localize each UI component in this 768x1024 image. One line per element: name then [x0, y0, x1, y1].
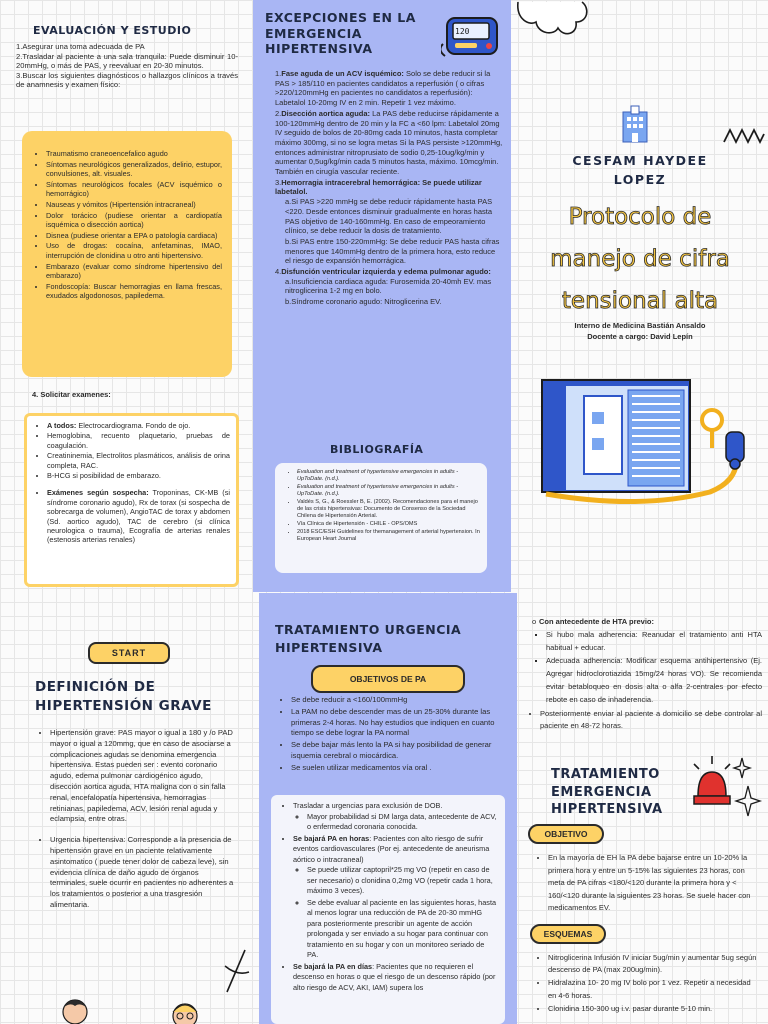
bibliografia-box: [275, 463, 487, 573]
panel-evaluacion: [0, 0, 252, 612]
objetivo-label: OBJETIVO: [528, 824, 604, 844]
objetivos-label: OBJETIVOS DE PA: [311, 665, 465, 693]
panel-urgencia: [259, 593, 517, 1024]
definicion-item: • Urgencia hipertensiva: Corresponde a la presencia de hipertensión grave en un paciente relativamente asintomatico ( puede tener dolor de cabeza leve), sin evidencia clínica de daño agudo de órganos terminales, suele ocurrir en pacientes no adherentes a los tratamientos o posterior a una trasgresión alimentaria.: [50, 835, 234, 911]
emergencia-title: TRATAMIENTO EMERGENCIA HIPERTENSIVA: [551, 767, 663, 817]
exams-box: [24, 413, 239, 587]
authors: [512, 320, 768, 342]
character-avatar: [168, 998, 202, 1024]
exam-item: • B-HCG si posibilidad de embarazo.: [47, 471, 230, 480]
exam-item: • A todos: Electrocardiograma. Fondo de ojo.: [47, 421, 230, 430]
step-item: 2.Trasladar al paciente a una sala tranquila: Puede disminuir 10-20mmHg, o más de PAS, y reevaluar en 20-30 minutos.: [16, 51, 238, 70]
bib-item: • Vía Clínica de Hipertensión - CHILE - OPS/OMS: [297, 521, 481, 528]
excepcion-subitem: b.Síndrome coronario agudo: Nitroglicerina EV.: [285, 297, 442, 307]
exam-item: • Creatininemia, Electrolitos plasmáticos, análisis de orina completa, RAC.: [47, 451, 230, 470]
objetivos-list: [275, 695, 505, 775]
manejo-item: • Trasladar a urgencias para exclusión de DOB. ◦ Mayor probabilidad si DM larga data, antecedente de ACV, o enfermedad coronaria conocida.: [293, 801, 497, 833]
evaluacion-steps: [16, 42, 238, 90]
evaluacion-title: EVALUACIÓN Y ESTUDIO: [33, 24, 192, 37]
bp-monitor-icon: [441, 14, 501, 58]
svg-text:120: 120: [455, 27, 470, 36]
excepcion-item: 4.Disfunción ventricular izquierda y edema pulmonar agudo: a.Insuficiencia cardiaca aguda: Furosemida 20-40mh EV. mas nitroglicerina 1-2 mg en bolo. b.Síndrome coronario agudo: Nitroglicerina EV.: [275, 267, 503, 307]
manejo-item: • Se bajará la PA en días: Pacientes que no requieren el descenso en horas o que el riesgo de un descenso rápido (por alto riesgo de ACV, AKI, IAM) supera los: [293, 962, 497, 994]
excepcion-item: 2.Disección aortica aguda: La PAS debe reducirse rápidamente a 100-120mmHg dentro de 20 min y la FC a <60 lpm: Labetalol 20mg IV seguido de bolos de 20-80mg cada 10 minutos, hasta completar máximo 300mg, si no se logra metas Si la PAS persiste >120mmHg, entonces administrar nitroprusiato de sodio 0,25-10ug/kg/min y aumentar 0,5ug/kg/min cada 5 minutos hasta, máximo. 10mcg/min. También en cirugía vascular reciente.: [275, 108, 503, 177]
hallazgo-item: • Traumatismo craneoencefalico agudo: [46, 149, 222, 159]
esquema-item: • Clonidina 150-300 ug i.v. pasar durante 5-10 min.: [548, 1003, 758, 1015]
bib-item: • Evaluation and treatment of hypertensive emergencies in adults - UpToDate. (n.d.).: [297, 469, 481, 483]
hallazgo-item: • Disnea (pudiese orientar a EPA o patología cardiaca): [46, 231, 222, 241]
antecedente-subitem: ▪ Adecuada adherencia: Modificar esquema antihipertensivo (Ej. Agregar hidroclorotiazida 15mg/24 horas VO). Se recomienda evitar betabloqueo en dosis alta o alfa 2-centrales por efecto rebote en caso de inhaderencia.: [546, 655, 762, 706]
hospital-icon: [620, 104, 650, 144]
excepciones-list: [267, 69, 503, 308]
excepciones-title: EXCEPCIONES EN LA EMERGENCIA HIPERTENSIVA: [265, 10, 416, 56]
manejo-subitem: ◦ Mayor probabilidad si DM larga data, antecedente de ACV, o enfermedad coronaria conocida.: [307, 812, 497, 833]
manejo-item: • Se bajará PA en horas: Pacientes con alto riesgo de sufrir eventos cardiovasculares (Por ej. antecedente de aneurisma aórtico o intracraneal) ◦ Se puede utilizar captopril*25 mg VO (repetir en caso de ser necesario) o clonidina 0,2mg VO (repetir cada 1 hora, máximo 3 veces). ◦ Se debe evaluar al paciente en las siguientes horas, hasta al menos lograr una reducción de PA de 20-30 mmHG para posteriormente prescribir un agente de acción prolongada y ser enviado a su hogar para continuar con tratamiento en su hogar y con un monitoreo seriado de PA.: [293, 834, 497, 961]
definicion-list: [34, 728, 234, 921]
excepcion-item: 1.Fase aguda de un ACV isquémico: Solo se debe reducir si la PAS > 185/110 en pacientes candidatos a reperfusión ( o cifras >220/120mmHg en pacientes no candidatos a reperfusión): Labetalol 10-20mg IV en 2 min. Repetir 1 vez máximo.: [275, 69, 491, 108]
esquema-item: • Hidralazina 10- 20 mg IV bolo por 1 vez. Repetir a necesidad en 4-6 horas.: [548, 977, 758, 1001]
panel-emergencia: [518, 612, 768, 1024]
objetivo-item: • En la mayoría de EH la PA debe bajarse entre un 10-20% la primera hora y entre un 5-15% las siguientes 23 horas, con meta de PA cifras <180/<120 durante la primera hora y < 160/<120 durante la siguientes 23 horas. Se suele hacer con medicamentos EV.: [548, 852, 758, 915]
hallazgos-box: [22, 131, 232, 377]
definicion-item: • Hipertensión grave: PAS mayor o igual a 180 y /o PAD mayor o igual a 120mmg, que en caso de asociarse a complicaciones agudas se denomina emergencia hipertensiva. Estas pueden ser : evento coronario agudo, edema pulmonar cardiogénico agudo, disección aortica aguda, HTA maligna con o sin falla renal, encefalopatía hipertensiva, hemorragias retinianas, papiledema, ACV, lesión renal aguda y eclampsia, entre otras.: [50, 728, 234, 825]
urgencia-title: TRATAMIENTO URGENCIA HIPERTENSIVA: [275, 622, 462, 655]
hallazgo-item: • Síntomas neurológicos generalizados, delirio, estupor, convulsiones, alt. visuales.: [46, 160, 222, 179]
bib-item: • Valdés S, G., & Roessler B, E. (2002). Recomendaciones para el manejo de las crisis hipertensivas: Documento de Consenso de la Sociedad Chilena de Hipertensión Arterial.: [297, 499, 481, 520]
esquema-item: • Nitroglicerina Infusión IV iniciar 5ug/min y aumentar 5ug según descenso de PA (max 200ug/min).: [548, 952, 758, 976]
definicion-title: DEFINICIÓN DE HIPERTENSIÓN GRAVE: [35, 679, 212, 714]
step-item: 3.Buscar los siguientes diagnósticos o hallazgos clínicos a través de anamnesis y examen físico:: [16, 70, 238, 89]
objetivo-item: • La PAM no debe descender mas de un 25-30% durante las primeras 2-4 horas. No hay estudios que indiquen en cuanto tiempo se debe lograr la PA normal: [291, 707, 505, 739]
excepcion-subitem: a.Si PAS >220 mmHg se debe reducir rápidamente hasta PAS <220. Desde entonces disminuir gradualmente en horas hasta PAS objetivo de 140-160mmHg. En caso de empeoramiento clínico, se debe reducir la dosis de tratamiento.: [285, 197, 493, 236]
objetivo-item: • Se suelen utilizar medicamentos vía oral .: [291, 763, 505, 774]
antecedente-item: o Con antecedente de HTA previo: ▪ Si hubo mala adherencia: Reanudar el tratamiento anti HTA habitual + educar. ▪ Adecuada adherencia: Modificar esquema antihipertensivo (Ej. Agregar hidroclorotiazida 15mg/24 horas VO). Se recomienda evitar betabloqueo en dosis alta o alfa 2-centrales por efecto rebote en caso de inhaderencia.: [532, 616, 762, 707]
hallazgo-item: • Uso de drogas: cocaína, anfetaminas, IMAO, interrupción de clonidina u otro anti hipertensivo.: [46, 241, 222, 260]
esquemas-label: ESQUEMAS: [530, 924, 606, 944]
urgencia-manejo-box: [271, 795, 505, 1024]
objetivo-item: • Se debe reducir a <160/100mmHg: [291, 695, 505, 706]
objetivo-list: [532, 852, 758, 916]
cloud-icon: [512, 0, 592, 62]
bib-item: • Evaluation and treatment of hypertensive emergencies in adults - UpToDate. (n.d.).: [297, 484, 481, 498]
hallazgo-item: • Embarazo (evaluar como síndrome hipertensivo del embarazo): [46, 262, 222, 281]
bib-item: • 2018 ESC/ESH Guidelines for themanagement of arterial hypertension. In European Heart Journal: [297, 529, 481, 543]
squiggle-icon: [722, 124, 766, 146]
exams-label: 4. Solicitar examenes:: [32, 390, 111, 399]
antecedente-subitem: ▪ Si hubo mala adherencia: Reanudar el tratamiento anti HTA habitual + educar.: [546, 629, 762, 655]
objetivo-item: • Se debe bajar más lento la PA si hay posibilidad de generar isquemia cerebral o miocárdica.: [291, 740, 505, 762]
scribble-doodle-icon: [223, 946, 251, 996]
panel-portada: [512, 0, 768, 612]
docente-name: Docente a cargo: David Lepín: [587, 332, 693, 341]
start-badge: START: [88, 642, 170, 664]
excepcion-subitem: b.Si PAS entre 150-220mmHg: Se debe reducir PAS hasta cifras menores que 140mmHg dentro de la primera hora, esto reduce el riesgo de expansión hemorrágica.: [285, 236, 500, 266]
hallazgo-item: • Nauseas y vómitos (Hipertensión intracraneal): [46, 200, 222, 210]
exam-item: • Hemoglobina, recuento plaquetario, pruebas de coagulación.: [47, 431, 230, 450]
manejo-subitem: ◦ Se debe evaluar al paciente en las siguientes horas, hasta al menos lograr una reducción de PA de 20-30 mmHG para posteriormente prescribir un agente de acción prolongada y ser enviado a su hogar para continuar con tratamiento en su hogar y con un monitoreo seriado de PA.: [307, 898, 497, 961]
character-avatar: [58, 994, 92, 1024]
antecedente-section: [524, 616, 762, 734]
sphygmomanometer-illustration: [540, 372, 760, 512]
exam-item: • Exámenes según sospecha: Troponinas, CK-MB (si síndrome coronario agudo), Rx de torax (si sospecha de sobrecarga de volumen), AngioTAC de torax y abdomen (Sd. aortico agudo), TAC de cerebro (si clínica neurologica o trauma), Ecografía de arterias renales (estenosis arterias renales): [47, 488, 230, 544]
excepcion-subitem: a.Insuficiencia cardiaca aguda: Furosemida 20-40mh EV. mas nitroglicerina 1-2 mg en bolo.: [285, 276, 492, 296]
panel-excepciones: [253, 0, 511, 592]
brochure-title: Protocolo de manejo de cifra tensional alta: [550, 204, 730, 314]
panel-definicion: [0, 612, 258, 1024]
hallazgo-item: • Fondoscopía: Buscar hemorragias en llama frescas, exudados algodonosos, papiledema.: [46, 282, 222, 301]
org-name: CESFAM HAYDEE LOPEZ: [572, 153, 708, 187]
bibliografia-title: BIBLIOGRAFÍA: [330, 443, 424, 456]
manejo-subitem: ◦ Se puede utilizar captopril*25 mg VO (repetir en caso de ser necesario) o clonidina 0,2mg VO (repetir cada 1 hora, máximo 3 veces).: [307, 865, 497, 897]
siren-icon: [688, 752, 766, 820]
author-name: Interno de Medicina Bastián Ansaldo: [574, 321, 706, 330]
hallazgo-item: • Dolor torácico (pudiese orientar a cardiopatía isquémica o disección aortica): [46, 211, 222, 230]
excepcion-item: 3.Hemorragia intracerebral hemorrágica: Se puede utilizar labetalol. a.Si PAS >220 mmHg se debe reducir rápidamente hasta PAS <220. Desde entonces disminuir gradualmente en horas hasta PAS objetivo de 140-160mmHg. En caso de empeoramiento clínico, se debe reducir la dosis de tratamiento. b.Si PAS entre 150-220mmHg: Se debe reducir PAS hasta cifras menores que 140mmHg dentro de la primera hora, esto reduce el riesgo de expansión hemorrágica.: [275, 178, 503, 266]
hallazgo-item: • Síntomas neurológicos focales (ACV isquémico o hemorrágico): [46, 180, 222, 199]
step-item: 1.Asegurar una toma adecuada de PA: [16, 42, 145, 51]
posterior-item: • Posteriormente enviar al paciente a domicilio se debe controlar al paciente en 48-72 horas.: [540, 708, 762, 734]
esquemas-list: [532, 952, 758, 1016]
